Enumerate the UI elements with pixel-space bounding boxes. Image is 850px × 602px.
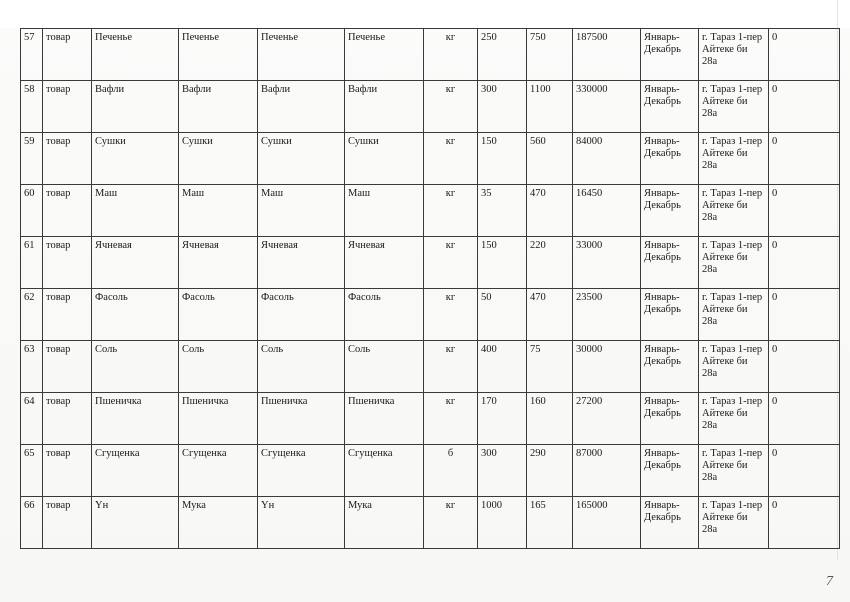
item-name-ru-cell: Пшеничка <box>179 393 258 445</box>
table-row <box>21 393 840 445</box>
delivery-period-cell: Январь-Декабрь <box>641 393 699 445</box>
row-number-cell: 62 <box>21 289 43 341</box>
amount-cell: 30000 <box>573 341 641 393</box>
item-short-name-cell: Фасоль <box>258 289 345 341</box>
item-short-name-cell: Печенье <box>258 29 345 81</box>
amount-cell: 187500 <box>573 29 641 81</box>
table-row <box>21 185 840 237</box>
item-type-cell: товар <box>43 185 92 237</box>
delivery-period-cell: Январь-Декабрь <box>641 81 699 133</box>
table-row <box>21 81 840 133</box>
delivery-place-cell: г. Тараз 1-пер Айтеке би 28а <box>699 29 769 81</box>
price-cell: 750 <box>527 29 573 81</box>
table-row <box>21 237 840 289</box>
price-cell: 1100 <box>527 81 573 133</box>
quantity-cell: 400 <box>478 341 527 393</box>
item-description-cell: Сгущенка <box>345 445 424 497</box>
row-number-cell: 66 <box>21 497 43 549</box>
unit-cell: кг <box>424 289 478 341</box>
item-name-ru-cell: Сгущенка <box>179 445 258 497</box>
amount-cell: 27200 <box>573 393 641 445</box>
advance-payment-cell: 0 <box>769 133 840 185</box>
row-number-cell: 64 <box>21 393 43 445</box>
quantity-cell: 300 <box>478 81 527 133</box>
item-type-cell: товар <box>43 341 92 393</box>
advance-payment-cell: 0 <box>769 237 840 289</box>
item-name-ru-cell: Вафли <box>179 81 258 133</box>
item-type-cell: товар <box>43 81 92 133</box>
unit-cell: кг <box>424 185 478 237</box>
advance-payment-cell: 0 <box>769 289 840 341</box>
page-number: 7 <box>826 574 833 589</box>
amount-cell: 330000 <box>573 81 641 133</box>
price-cell: 470 <box>527 289 573 341</box>
unit-cell: кг <box>424 393 478 445</box>
procurement-table <box>20 28 840 549</box>
delivery-place-cell: г. Тараз 1-пер Айтеке би 28а <box>699 341 769 393</box>
table-row <box>21 289 840 341</box>
amount-cell: 165000 <box>573 497 641 549</box>
item-description-cell: Сушки <box>345 133 424 185</box>
item-description-cell: Мука <box>345 497 424 549</box>
item-description-cell: Вафли <box>345 81 424 133</box>
delivery-place-cell: г. Тараз 1-пер Айтеке би 28а <box>699 133 769 185</box>
delivery-place-cell: г. Тараз 1-пер Айтеке би 28а <box>699 393 769 445</box>
item-name-cell: Вафли <box>92 81 179 133</box>
advance-payment-cell: 0 <box>769 29 840 81</box>
advance-payment-cell: 0 <box>769 393 840 445</box>
item-short-name-cell: Соль <box>258 341 345 393</box>
item-name-ru-cell: Печенье <box>179 29 258 81</box>
item-description-cell: Пшеничка <box>345 393 424 445</box>
delivery-period-cell: Январь-Декабрь <box>641 445 699 497</box>
delivery-period-cell: Январь-Декабрь <box>641 289 699 341</box>
unit-cell: кг <box>424 81 478 133</box>
price-cell: 220 <box>527 237 573 289</box>
unit-cell: кг <box>424 133 478 185</box>
item-name-cell: Сушки <box>92 133 179 185</box>
unit-cell: кг <box>424 237 478 289</box>
unit-cell: кг <box>424 497 478 549</box>
table-body <box>21 29 840 549</box>
delivery-place-cell: г. Тараз 1-пер Айтеке би 28а <box>699 237 769 289</box>
price-cell: 160 <box>527 393 573 445</box>
advance-payment-cell: 0 <box>769 341 840 393</box>
item-name-ru-cell: Маш <box>179 185 258 237</box>
delivery-place-cell: г. Тараз 1-пер Айтеке би 28а <box>699 81 769 133</box>
delivery-period-cell: Январь-Декабрь <box>641 237 699 289</box>
item-short-name-cell: Үн <box>258 497 345 549</box>
price-cell: 470 <box>527 185 573 237</box>
item-name-cell: Печенье <box>92 29 179 81</box>
item-name-cell: Маш <box>92 185 179 237</box>
item-type-cell: товар <box>43 29 92 81</box>
advance-payment-cell: 0 <box>769 81 840 133</box>
item-description-cell: Маш <box>345 185 424 237</box>
delivery-place-cell: г. Тараз 1-пер Айтеке би 28а <box>699 289 769 341</box>
page-top-margin <box>0 0 850 28</box>
item-type-cell: товар <box>43 237 92 289</box>
amount-cell: 16450 <box>573 185 641 237</box>
price-cell: 290 <box>527 445 573 497</box>
quantity-cell: 300 <box>478 445 527 497</box>
item-type-cell: товар <box>43 289 92 341</box>
advance-payment-cell: 0 <box>769 185 840 237</box>
table-row <box>21 341 840 393</box>
delivery-place-cell: г. Тараз 1-пер Айтеке би 28а <box>699 185 769 237</box>
unit-cell: б <box>424 445 478 497</box>
item-name-ru-cell: Соль <box>179 341 258 393</box>
item-short-name-cell: Пшеничка <box>258 393 345 445</box>
unit-cell: кг <box>424 29 478 81</box>
item-short-name-cell: Сгущенка <box>258 445 345 497</box>
table-row <box>21 497 840 549</box>
quantity-cell: 35 <box>478 185 527 237</box>
delivery-period-cell: Январь-Декабрь <box>641 341 699 393</box>
delivery-period-cell: Январь-Декабрь <box>641 497 699 549</box>
quantity-cell: 150 <box>478 237 527 289</box>
item-type-cell: товар <box>43 393 92 445</box>
price-cell: 165 <box>527 497 573 549</box>
item-name-ru-cell: Фасоль <box>179 289 258 341</box>
advance-payment-cell: 0 <box>769 497 840 549</box>
item-type-cell: товар <box>43 497 92 549</box>
price-cell: 560 <box>527 133 573 185</box>
item-name-cell: Сгущенка <box>92 445 179 497</box>
item-short-name-cell: Сушки <box>258 133 345 185</box>
item-name-cell: Үн <box>92 497 179 549</box>
item-type-cell: товар <box>43 445 92 497</box>
row-number-cell: 59 <box>21 133 43 185</box>
item-type-cell: товар <box>43 133 92 185</box>
item-description-cell: Соль <box>345 341 424 393</box>
item-name-cell: Пшеничка <box>92 393 179 445</box>
delivery-place-cell: г. Тараз 1-пер Айтеке би 28а <box>699 445 769 497</box>
quantity-cell: 250 <box>478 29 527 81</box>
amount-cell: 84000 <box>573 133 641 185</box>
item-name-ru-cell: Мука <box>179 497 258 549</box>
table-row <box>21 29 840 81</box>
table-row <box>21 133 840 185</box>
row-number-cell: 57 <box>21 29 43 81</box>
item-name-ru-cell: Сушки <box>179 133 258 185</box>
unit-cell: кг <box>424 341 478 393</box>
item-short-name-cell: Маш <box>258 185 345 237</box>
delivery-period-cell: Январь-Декабрь <box>641 185 699 237</box>
item-short-name-cell: Вафли <box>258 81 345 133</box>
amount-cell: 23500 <box>573 289 641 341</box>
quantity-cell: 1000 <box>478 497 527 549</box>
row-number-cell: 63 <box>21 341 43 393</box>
row-number-cell: 60 <box>21 185 43 237</box>
item-description-cell: Фасоль <box>345 289 424 341</box>
quantity-cell: 150 <box>478 133 527 185</box>
delivery-period-cell: Январь-Декабрь <box>641 133 699 185</box>
amount-cell: 33000 <box>573 237 641 289</box>
row-number-cell: 58 <box>21 81 43 133</box>
row-number-cell: 61 <box>21 237 43 289</box>
price-cell: 75 <box>527 341 573 393</box>
item-name-cell: Соль <box>92 341 179 393</box>
row-number-cell: 65 <box>21 445 43 497</box>
table-row <box>21 445 840 497</box>
delivery-period-cell: Январь-Декабрь <box>641 29 699 81</box>
item-name-cell: Фасоль <box>92 289 179 341</box>
item-description-cell: Ячневая <box>345 237 424 289</box>
advance-payment-cell: 0 <box>769 445 840 497</box>
item-short-name-cell: Ячневая <box>258 237 345 289</box>
item-description-cell: Печенье <box>345 29 424 81</box>
delivery-place-cell: г. Тараз 1-пер Айтеке би 28а <box>699 497 769 549</box>
quantity-cell: 170 <box>478 393 527 445</box>
amount-cell: 87000 <box>573 445 641 497</box>
quantity-cell: 50 <box>478 289 527 341</box>
item-name-cell: Ячневая <box>92 237 179 289</box>
item-name-ru-cell: Ячневая <box>179 237 258 289</box>
